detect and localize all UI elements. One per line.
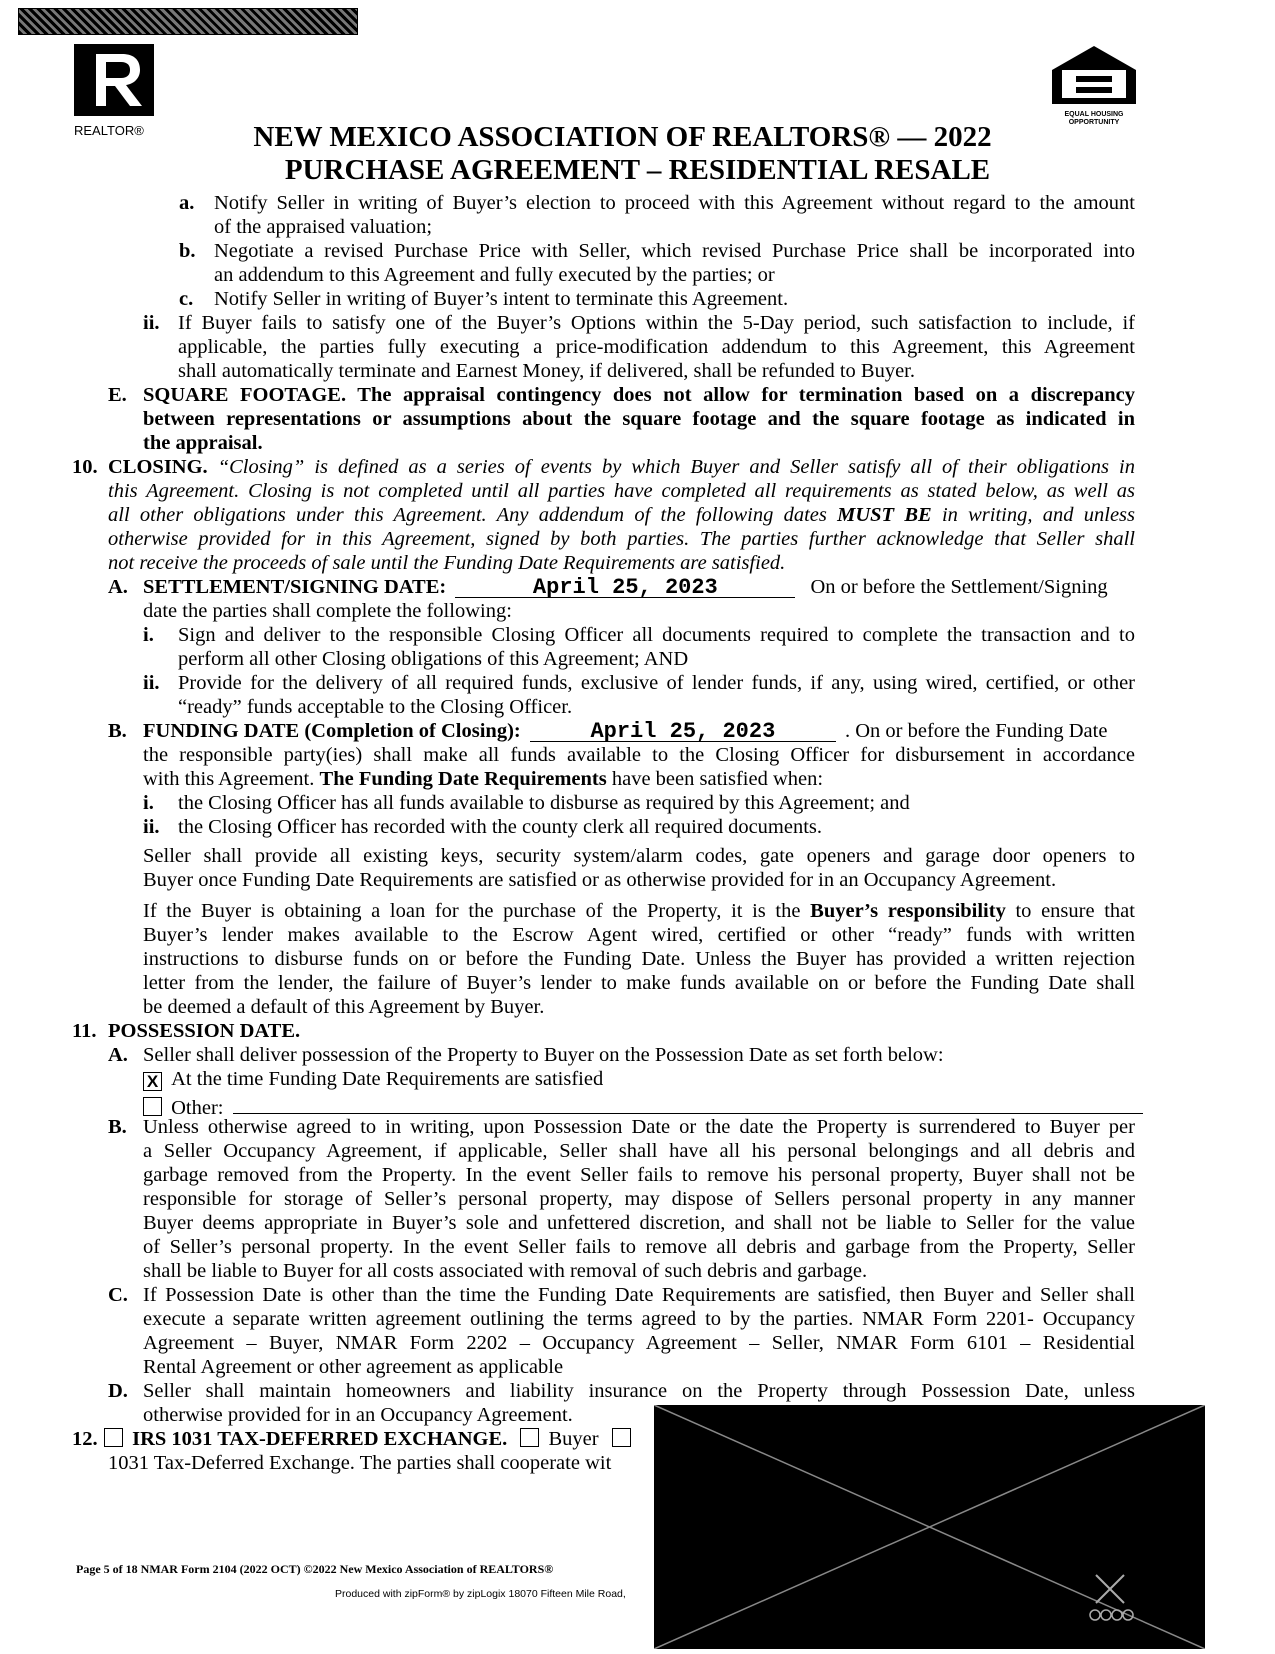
form-title-line2: PURCHASE AGREEMENT – RESIDENTIAL RESALE xyxy=(284,154,991,186)
section-number-11: 11. xyxy=(72,1020,97,1042)
item-label-ii: ii. xyxy=(143,312,160,334)
equal-housing-house-icon xyxy=(1050,44,1138,106)
insurance-text-2: otherwise provided for in an Occupancy Agreement. xyxy=(143,1404,573,1426)
sec9-ii-text-2: applicable, the parties fully executing a price-modification addendum to this Agreement, this Agreement xyxy=(178,336,1135,358)
item-label-10a-ii: ii. xyxy=(143,672,160,694)
removal-text-6: of Seller’s personal property. In the event Seller fails to remove all debris and garbage from the Property, Seller xyxy=(143,1236,1135,1258)
item-label-10b-ii: ii. xyxy=(143,816,160,838)
insurance-text-1: Seller shall maintain homeowners and liability insurance on the Property through Possession Date, unless xyxy=(143,1380,1135,1402)
exchange-buyer-checkbox[interactable] xyxy=(520,1428,539,1447)
settlement-i-text-1: Sign and deliver to the responsible Closing Officer all documents required to complete the transaction and to xyxy=(178,624,1135,646)
item-label-a: a. xyxy=(179,192,195,214)
zipform-footer: Produced with zipForm® by zipLogix 18070 Fifteen Mile Road, xyxy=(335,1588,626,1600)
buyers-responsibility-emphasis: Buyer’s responsibility xyxy=(810,900,1006,922)
item-label-11c: C. xyxy=(108,1284,128,1306)
page-footer: Page 5 of 18 NMAR Form 2104 (2022 OCT) ©2022 New Mexico Association of REALTORS® xyxy=(76,1562,554,1576)
redaction-bar xyxy=(18,8,358,35)
item-label-11b: B. xyxy=(108,1116,127,1138)
funding-date-row xyxy=(143,719,1107,744)
possession-other-field[interactable] xyxy=(233,1091,1143,1114)
occupancy-text-2: execute a separate written agreement outlining the terms agreed to by the parties. NMAR Form 2201- Occupancy xyxy=(143,1308,1135,1330)
removal-text-3: garbage removed from the Property. In the event Seller fails to remove his personal property, Buyer shall not be xyxy=(143,1164,1135,1186)
funding-date-heading: FUNDING DATE (Completion of Closing): xyxy=(143,720,521,742)
settlement-date-row xyxy=(143,575,1108,600)
item-label-c: c. xyxy=(179,288,194,310)
exchange-buyer-label: Buyer xyxy=(548,1428,599,1450)
form-title-line1: NEW MEXICO ASSOCIATION OF REALTORS® — 2022 xyxy=(253,121,992,153)
exchange-row xyxy=(104,1427,631,1452)
exchange-heading: IRS 1031 TAX-DEFERRED EXCHANGE. xyxy=(132,1428,508,1450)
funding-text-3a: with this Agreement. xyxy=(143,768,315,790)
square-footage-text-1: SQUARE FOOTAGE. The appraisal contingency does not allow for termination based on a discrepancy xyxy=(143,384,1135,406)
closing-text-3a: all other obligations under this Agreement. Any addendum of the following dates xyxy=(108,504,827,526)
item-label-11d: D. xyxy=(108,1380,128,1402)
sec9-ii-text-1: If Buyer fails to satisfy one of the Buyer’s Options within the 5-Day period, such satisfaction to include, if xyxy=(178,312,1135,334)
possession-heading: POSSESSION DATE. xyxy=(108,1020,301,1042)
keys-text-2: Buyer once Funding Date Requirements are satisfied or as otherwise provided for in an Occupancy Agreement. xyxy=(143,869,1057,891)
sec9-b-text-2: an addendum to this Agreement and fully executed by the parties; or xyxy=(214,264,775,286)
redaction-cross-icon xyxy=(654,1405,1205,1649)
removal-text-5: Buyer deems appropriate in Buyer’s sole and unfettered discretion, and shall not be liable to Seller for the value xyxy=(143,1212,1135,1234)
equal-housing-logo xyxy=(1050,44,1138,128)
section-number-12: 12. xyxy=(72,1428,98,1450)
item-label-11a: A. xyxy=(108,1044,128,1066)
funding-text-2: the responsible party(ies) shall make all funds available to the Closing Officer for disbursement in accordance xyxy=(143,744,1135,766)
settlement-date-after: On or before the Settlement/Signing xyxy=(810,576,1108,598)
closing-text-3 xyxy=(108,503,1135,528)
settlement-date-heading: SETTLEMENT/SIGNING DATE: xyxy=(143,576,447,598)
loan-text-1 xyxy=(143,899,1135,924)
loan-text-4: letter from the lender, the failure of Buyer’s lender to make funds available on or before the Funding Date shall xyxy=(143,972,1135,994)
settlement-ii-text-1: Provide for the delivery of all required funds, exclusive of lender funds, if any, using wired, certified, or other xyxy=(178,672,1135,694)
removal-text-1: Unless otherwise agreed to in writing, upon Possession Date or the date the Property is surrendered to Buyer per xyxy=(143,1116,1135,1138)
exchange-seller-checkbox[interactable] xyxy=(612,1428,631,1447)
occupancy-text-4: Rental Agreement or other agreement as applicable xyxy=(143,1356,564,1378)
loan-text-3: instructions to disburse funds on or before the Funding Date. Unless the Buyer has provided a written rejection xyxy=(143,948,1135,970)
item-label-b: b. xyxy=(179,240,196,262)
exchange-checkbox[interactable] xyxy=(104,1428,123,1447)
keys-text-1: Seller shall provide all existing keys, security system/alarm codes, gate openers and garage door openers to xyxy=(143,845,1135,867)
removal-text-7: shall be liable to Buyer for all costs associated with removal of such debris and garbage. xyxy=(143,1260,868,1282)
sec9-a-text-2: of the appraised valuation; xyxy=(214,216,433,238)
removal-text-2: a Seller Occupancy Agreement, if applicable, Seller shall have all his personal belongings and all debris and xyxy=(143,1140,1135,1162)
square-footage-text-3: the appraisal. xyxy=(143,432,263,454)
possession-other-checkbox[interactable] xyxy=(143,1097,162,1116)
settlement-ii-text-2: “ready” funds acceptable to the Closing Officer. xyxy=(178,696,573,718)
realtor-r-icon xyxy=(74,44,154,116)
funding-date-after: . On or before the Funding Date xyxy=(844,720,1108,742)
loan-text-5: be deemed a default of this Agreement by Buyer. xyxy=(143,996,545,1018)
funding-date-field[interactable]: April 25, 2023 xyxy=(530,719,836,742)
sec9-ii-text-3: shall automatically terminate and Earnest Money, if delivered, shall be refunded to Buyer. xyxy=(178,360,915,382)
item-label-10b: B. xyxy=(108,720,127,742)
possession-funding-label: At the time Funding Date Requirements are satisfied xyxy=(171,1068,604,1090)
item-label-e: E. xyxy=(108,384,127,406)
sec9-c-text-1: Notify Seller in writing of Buyer’s intent to terminate this Agreement. xyxy=(214,288,789,310)
closing-text-3c: in writing, and unless xyxy=(941,504,1136,526)
possession-other-label: Other: xyxy=(171,1097,224,1119)
realtor-label: REALTOR® xyxy=(74,123,144,138)
loan-text-2: Buyer’s lender makes available to the Escrow Agent wired, certified or other “ready” funds with written xyxy=(143,924,1135,946)
settlement-i-text-2: perform all other Closing obligations of this Agreement; AND xyxy=(178,648,689,670)
item-label-10a-i: i. xyxy=(143,624,154,646)
closing-definition: “Closing” is defined as a series of events by which Buyer and Seller satisfy all of their obligations in xyxy=(217,456,1136,478)
loan-text-1a: If the Buyer is obtaining a loan for the purchase of the Property, it is the xyxy=(143,900,801,922)
item-label-10b-i: i. xyxy=(143,792,154,814)
closing-text-2: this Agreement. Closing is not completed until all parties have completed all requirements as stated below, as well as xyxy=(108,480,1135,502)
closing-text-5: not receive the proceeds of sale until the Funding Date Requirements are satisfied. xyxy=(108,552,786,574)
redaction-block xyxy=(654,1405,1205,1649)
funding-requirements-emphasis: The Funding Date Requirements xyxy=(319,768,607,790)
funding-i-text: the Closing Officer has all funds available to disburse as required by this Agreement; and xyxy=(178,792,910,814)
settlement-date-field[interactable]: April 25, 2023 xyxy=(455,575,795,598)
section-number-10: 10. xyxy=(72,456,98,478)
closing-heading: CLOSING. xyxy=(108,456,208,478)
loan-text-1c: to ensure that xyxy=(1015,900,1135,922)
item-label-10a: A. xyxy=(108,576,128,598)
possession-funding-checkbox[interactable]: X xyxy=(143,1072,162,1091)
eho-label-line1: EQUAL HOUSING xyxy=(1064,111,1124,118)
sec9-a-text-1: Notify Seller in writing of Buyer’s election to proceed with this Agreement without regard to the amount xyxy=(214,192,1135,214)
sec9-b-text-1: Negotiate a revised Purchase Price with Seller, which revised Purchase Price shall be incorporated into xyxy=(214,240,1135,262)
settlement-text-2: date the parties shall complete the following: xyxy=(143,600,512,622)
must-be-emphasis: MUST BE xyxy=(837,504,932,526)
funding-text-3 xyxy=(143,767,823,792)
occupancy-text-3: Agreement – Buyer, NMAR Form 2202 – Occupancy Agreement – Seller, NMAR Form 6101 – Residential xyxy=(143,1332,1135,1354)
eho-label-line2: OPPORTUNITY xyxy=(1068,119,1120,126)
possession-option-funding[interactable] xyxy=(143,1067,603,1092)
closing-text-1 xyxy=(108,455,1135,480)
closing-text-4: otherwise provided for in this Agreement, signed by both parties. The parties further acknowledge that Seller shall xyxy=(108,528,1135,550)
occupancy-text-1: If Possession Date is other than the time the Funding Date Requirements are satisfied, then Buyer and Seller shall xyxy=(143,1284,1135,1306)
removal-text-4: responsible for storage of Seller’s personal property, may dispose of Sellers personal property in any manner xyxy=(143,1188,1135,1210)
funding-ii-text: the Closing Officer has recorded with the county clerk all required documents. xyxy=(178,816,823,838)
exchange-text-2: 1031 Tax-Deferred Exchange. The parties shall cooperate wit xyxy=(108,1452,612,1474)
square-footage-text-2: between representations or assumptions about the square footage and the square footage as indicated in xyxy=(143,408,1135,430)
possession-a-text: Seller shall deliver possession of the Property to Buyer on the Possession Date as set forth below: xyxy=(143,1044,944,1066)
funding-text-3c: have been satisfied when: xyxy=(611,768,824,790)
